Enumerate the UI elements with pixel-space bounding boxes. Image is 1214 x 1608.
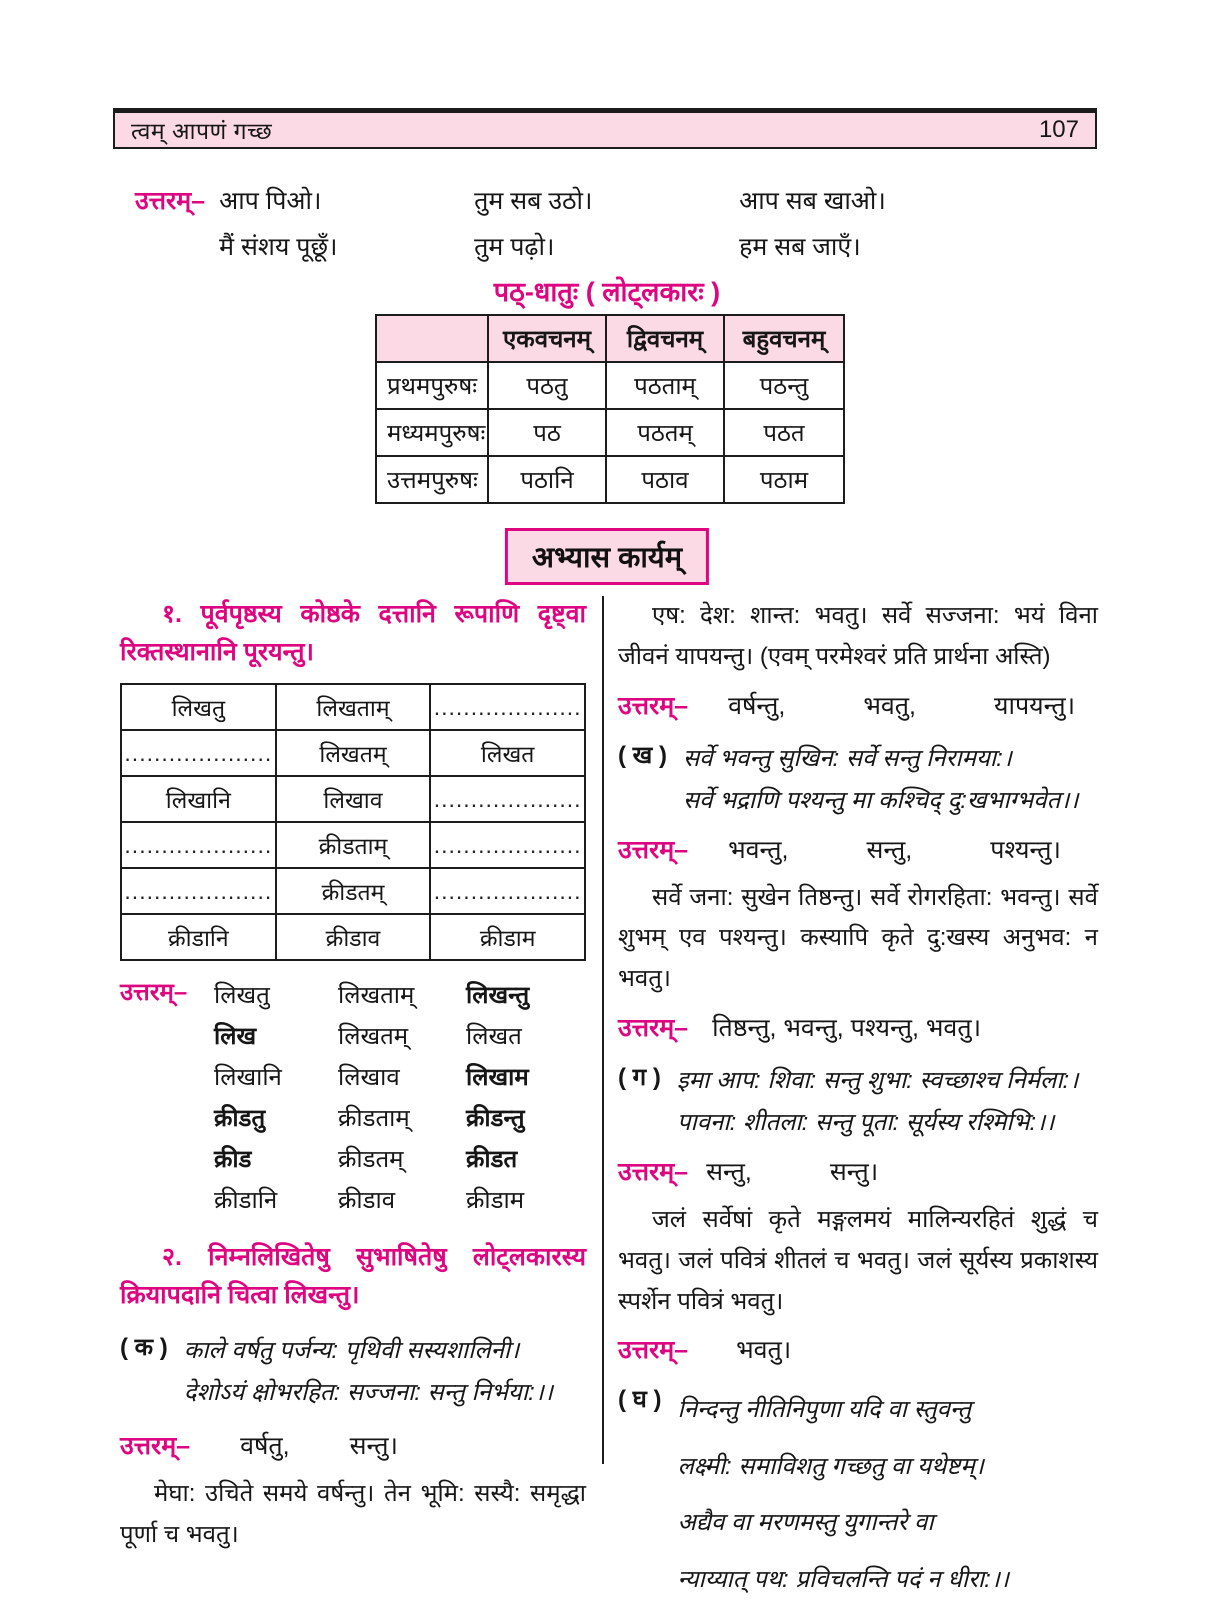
answer-word: भवन्तु, (728, 835, 789, 864)
table-cell: क्रीडाम (431, 915, 586, 961)
two-column-area (120, 596, 1098, 1608)
page-header-bar (113, 108, 1097, 149)
text-line: आप सब खाओ। (739, 187, 886, 215)
verse-marker: ( घ ) (618, 1386, 662, 1414)
table-cell: लिखानि (214, 1064, 282, 1091)
paradigm-table-title: पठ्-धातुः ( लोट्लकारः ) (493, 277, 721, 307)
table-cell: क्रीडानि (122, 915, 277, 961)
answer-words (736, 1332, 791, 1366)
verse-marker: ( क ) (120, 1334, 168, 1361)
answers-grid (214, 975, 586, 1221)
text-line: न्याय्यात् पथ: प्रविचलन्ति पदं न धीरा:।। (677, 1565, 1009, 1593)
table-cell: .................... (431, 685, 586, 731)
text-line: आप पिओ। (219, 187, 322, 215)
answer-words (712, 1010, 981, 1044)
table-cell: पठाव (607, 457, 725, 504)
verb-paradigm-table (375, 314, 845, 504)
answer-label: उत्तरम्– (618, 1013, 689, 1042)
answer-label: उत्तरम्– (618, 1157, 689, 1186)
answer-word: सन्तु, (866, 835, 913, 864)
explanation-paragraph: मेघा: उचिते समये वर्षन्तु। तेन भूमि: सस्यै: समृद्धा पूर्णा च भवतु। (120, 1480, 586, 1548)
table-cell: प्रथमपुरुषः (377, 363, 489, 410)
table-cell: क्रीडतम् (338, 1146, 404, 1173)
answer-line-2 (618, 832, 1098, 866)
verse-marker: ( ग ) (618, 1063, 661, 1091)
answer-word: सन्तु, (706, 1157, 752, 1186)
answer-word: यापयन्तु। (993, 691, 1076, 720)
verse-lines (677, 1060, 1078, 1144)
table-cell: .................... (122, 869, 277, 915)
exercise-1-heading: १. पूर्वपृष्ठस्य कोष्ठके दत्तानि रूपाणि दृष्ट्वा रिक्तस्थानानि पूरयन्तु। (120, 600, 586, 666)
answer-line-1 (618, 688, 1098, 722)
table-cell: लिखन्तु (466, 982, 530, 1009)
table-cell: पठन्तु (725, 363, 845, 410)
table-cell: लिखाव (277, 777, 432, 823)
page-number: 107 (1038, 116, 1079, 143)
answer-word: सन्तु। (349, 1432, 398, 1460)
section-heading: अभ्यास कार्यम् (505, 528, 709, 585)
answer-line-4 (618, 1154, 1098, 1188)
answer-words (728, 688, 1075, 722)
answer-label: उत्तरम्– (618, 835, 689, 864)
table-cell: लिखत (431, 731, 586, 777)
table-cell: पठानि (489, 457, 607, 504)
answer-label: उत्तरम्– (618, 1336, 689, 1365)
top-answers-block (135, 178, 1095, 270)
table-header-cell (377, 316, 489, 363)
answer-label: उत्तरम्– (120, 979, 188, 1006)
table-cell: क्रीडाव (277, 915, 432, 961)
answer-line-3 (618, 1010, 1098, 1044)
explanation-paragraph: जलं सर्वेषां कृते मङ्गलमयं मालिन्यरहितं शुद्धं च भवतु। जलं पवित्रं शीतलं च भवतु। जलं सूर्यस्य प्रकाशस्य स्पर्शेन पवित्रं भवतु। (618, 1205, 1098, 1315)
table-cell: लिख (214, 1023, 257, 1050)
text-line: इमा आप: शिवा: सन्तु शुभा: स्वच्छाश्च निर्मला:। (676, 1066, 1079, 1094)
table-cell: क्रीडाव (338, 1187, 396, 1214)
text-line: हम सब जाएँ। (739, 233, 861, 261)
table-cell: पठतु (489, 363, 607, 410)
table-cell: क्रीडताम् (277, 823, 432, 869)
verse-lines (184, 1330, 553, 1414)
table-cell: पठतम् (607, 410, 725, 457)
table-cell: क्रीडतु (214, 1105, 266, 1132)
chapter-title: त्वम् आपणं गच्छ (131, 118, 273, 144)
table-cell: क्रीडन्तु (466, 1105, 525, 1132)
text-line: काले वर्षतु पर्जन्य: पृथिवी सस्यशालिनी। (183, 1337, 520, 1364)
answers-column-3 (739, 178, 1019, 270)
table-cell: लिखाम (466, 1064, 529, 1091)
table-cell: लिखानि (122, 777, 277, 823)
table-cell: लिखाव (338, 1064, 400, 1091)
verse-marker: ( ख ) (618, 741, 667, 769)
explanation-paragraph: सर्वे जना: सुखेन तिष्ठन्तु। सर्वे रोगरहिता: भवन्तु। सर्वे शुभम् एव पश्यन्तु। कस्यापि कृते दु:खस्य अनुभव: न भवतु। (618, 883, 1098, 993)
table-cell: लिखताम् (277, 685, 432, 731)
answer-line-5 (618, 1332, 1098, 1366)
text-line: अद्यैव वा मरणमस्तु युगान्तरे वा (677, 1509, 934, 1537)
table-cell: पठताम् (607, 363, 725, 410)
table-cell: क्रीडत (466, 1146, 518, 1173)
verse-ka (120, 1330, 586, 1414)
table-cell: लिखत (466, 1023, 522, 1050)
fill-in-blanks-table (120, 683, 586, 961)
table-cell: .................... (122, 731, 277, 777)
answer-line-ka (120, 1428, 586, 1462)
explanation-paragraph: एष: देश: शान्त: भवतु। सर्वे सज्जना: भयं विना जीवनं यापयन्तु। (एवम् परमेश्वरं प्रति प्रार्थना अस्ति) (618, 602, 1098, 670)
table-cell: .................... (431, 869, 586, 915)
verse-gha (618, 1382, 1098, 1608)
verse-ga (618, 1060, 1098, 1144)
table-header-cell: एकवचनम् (489, 316, 607, 363)
column-divider (602, 596, 604, 1464)
table-cell: क्रीडानि (214, 1187, 278, 1214)
text-line: सर्वे भवन्तु सुखिन: सर्वे सन्तु निरामया:। (682, 744, 1012, 772)
table-cell: .................... (431, 777, 586, 823)
answer-word: सन्तु। (829, 1157, 879, 1186)
answer-word: तिष्ठन्तु, भवन्तु, पश्यन्तु, भवतु। (712, 1013, 982, 1042)
table-cell: लिखतम् (338, 1023, 409, 1050)
exercise-1-answers (120, 975, 586, 1221)
text-line: तुम पढ़ो। (474, 233, 555, 261)
table-cell: क्रीडताम् (338, 1105, 410, 1132)
table-cell: पठत (725, 410, 845, 457)
text-line: देशोऽयं क्षोभरहित: सज्जना: सन्तु निर्भया:।। (183, 1379, 553, 1406)
table-cell: उत्तमपुरुषः (377, 457, 489, 504)
text-line: निन्दन्तु नीतिनिपुणा यदि वा स्तुवन्तु (677, 1396, 971, 1424)
answer-label: उत्तरम्– (618, 691, 689, 720)
table-cell: लिखताम् (338, 982, 415, 1009)
answer-word: भवतु। (736, 1336, 792, 1365)
text-line: पावना: शीतला: सन्तु पूता: सूर्यस्य रश्मिभि:।। (676, 1108, 1055, 1136)
right-column (618, 596, 1098, 1608)
text-line: लक्ष्मी: समाविशतु गच्छतु वा यथेष्टम्। (677, 1452, 984, 1480)
table-cell: पठ (489, 410, 607, 457)
text-line: तुम सब उठो। (474, 187, 593, 215)
table-cell: .................... (122, 823, 277, 869)
answer-words (728, 832, 1061, 866)
text-line: सर्वे भद्राणि पश्यन्तु मा कश्चिद् दु:खभाग्भवेत।। (682, 786, 1079, 814)
verse-lines (683, 738, 1079, 822)
answer-label: उत्तरम्– (135, 187, 206, 215)
table-cell: क्रीडाम (466, 1187, 525, 1214)
table-cell: .................... (431, 823, 586, 869)
answer-word: वर्षन्तु, (728, 691, 786, 720)
answers-column-1 (219, 178, 474, 270)
table-cell: क्रीड (214, 1146, 252, 1173)
table-cell: क्रीडतम् (277, 869, 432, 915)
answer-label: उत्तरम्– (120, 1432, 191, 1460)
answers-column-2 (474, 178, 739, 270)
table-cell: लिखतु (214, 982, 270, 1009)
table-cell: लिखतु (122, 685, 277, 731)
verse-lines (678, 1382, 1009, 1608)
table-cell: मध्यमपुरुषः (377, 410, 489, 457)
verse-kha (618, 738, 1098, 822)
table-header-cell: द्विवचनम् (607, 316, 725, 363)
answer-words (706, 1154, 878, 1188)
table-cell: पठाम (725, 457, 845, 504)
answer-word: पश्यन्तु। (990, 835, 1061, 864)
answer-word: भवतु, (863, 691, 916, 720)
answer-words (240, 1428, 398, 1462)
left-column (120, 596, 586, 1608)
exercise-2-heading: २. निम्नलिखितेषु सुभाषितेषु लोट्लकारस्य क्रियापदानि चित्वा लिखन्तु। (120, 1243, 586, 1309)
text-line: मैं संशय पूछूँ। (219, 233, 338, 261)
table-header-cell: बहुवचनम् (725, 316, 845, 363)
answer-word: वर्षतु, (240, 1432, 290, 1460)
table-cell: लिखतम् (277, 731, 432, 777)
